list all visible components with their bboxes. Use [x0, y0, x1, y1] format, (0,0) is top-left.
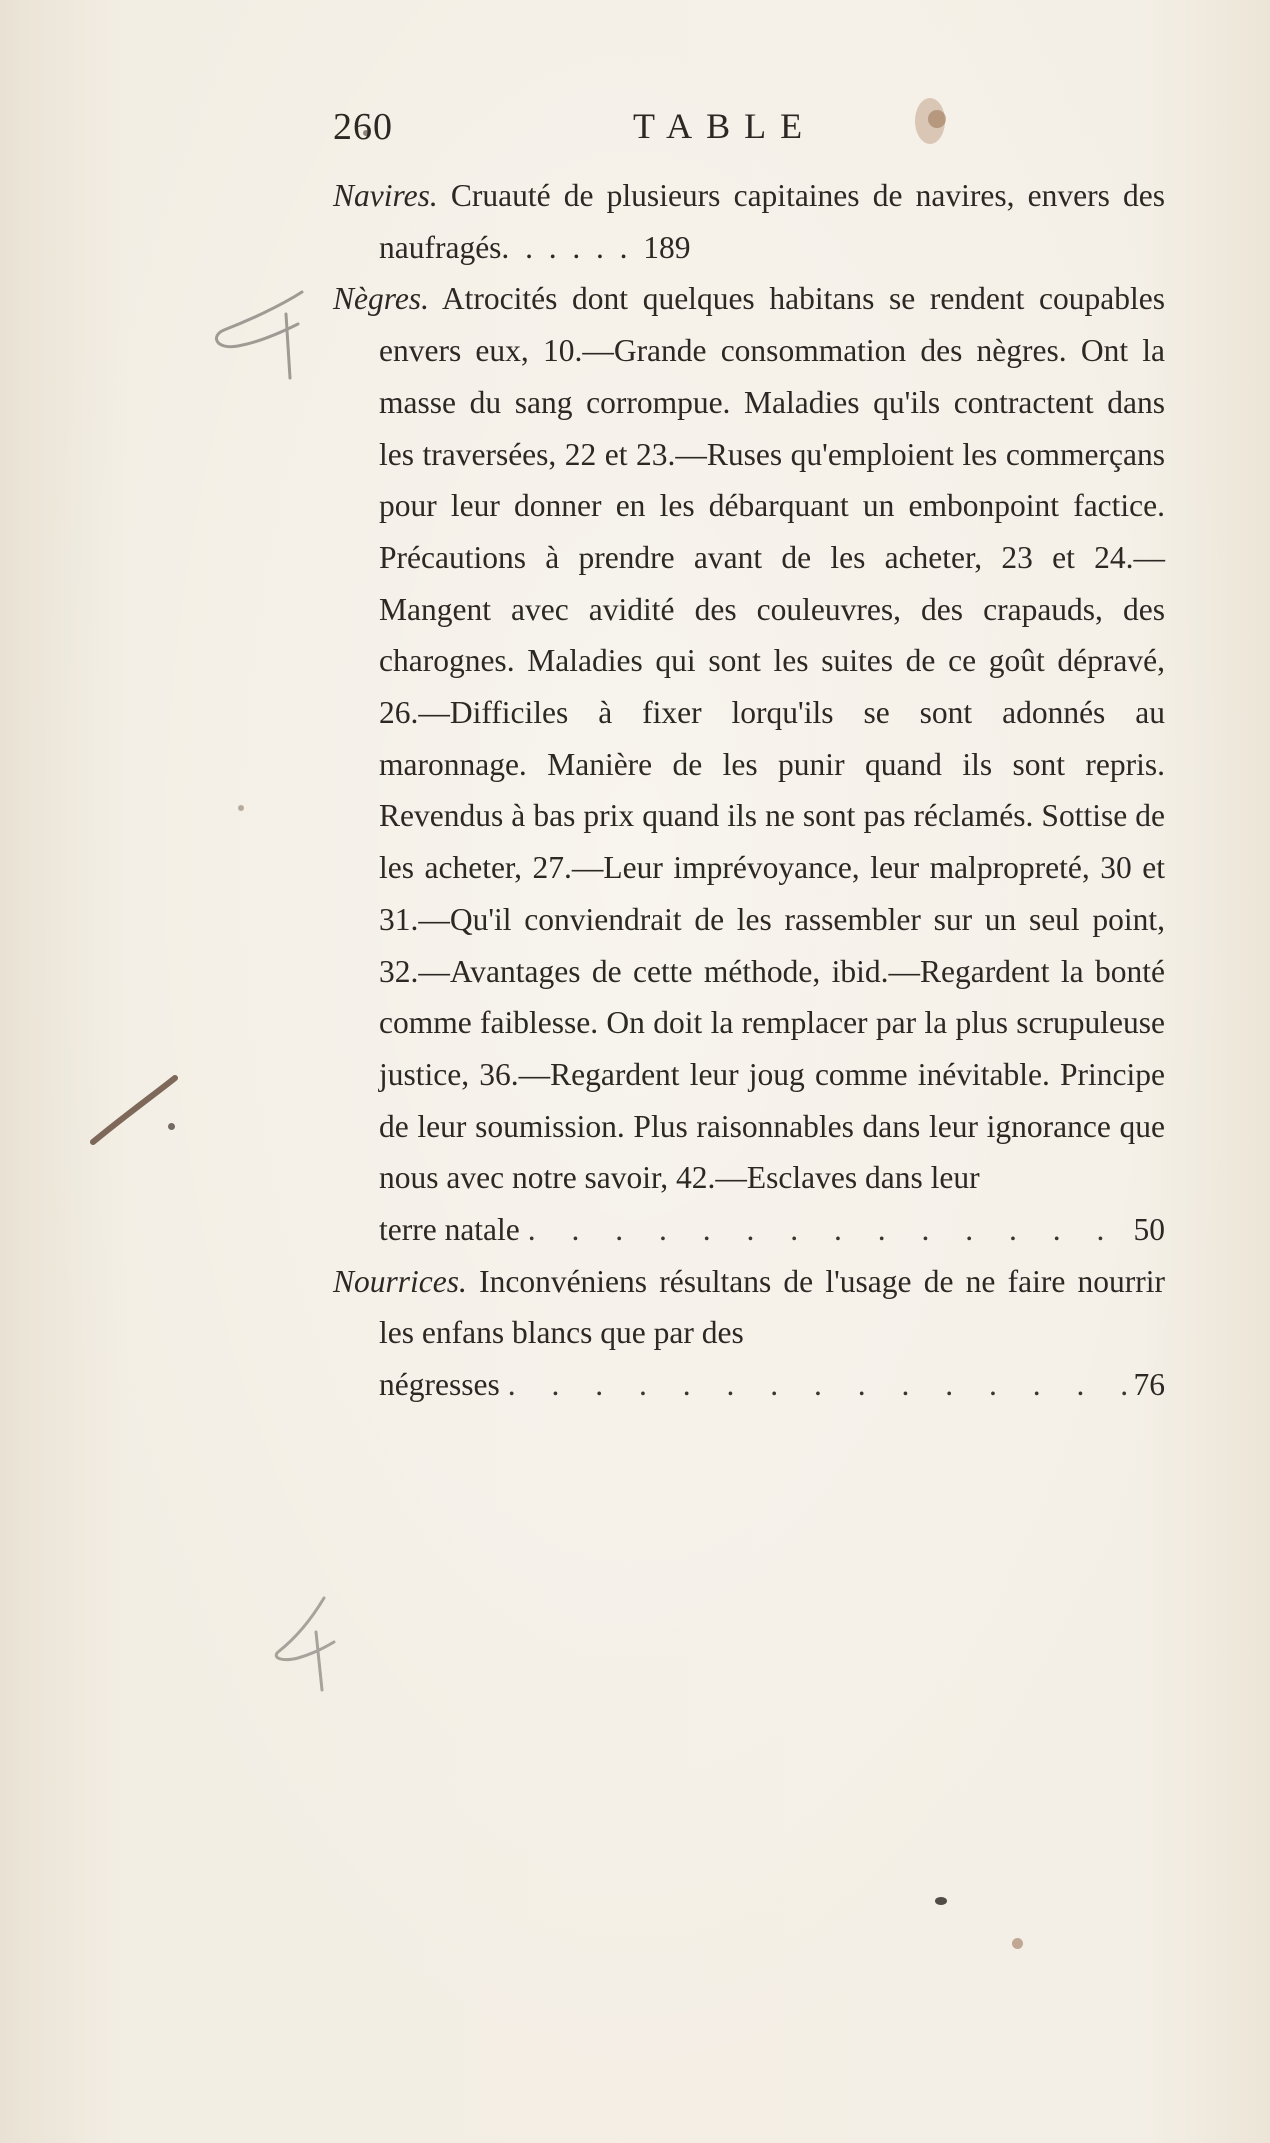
pencil-mark-icon	[190, 280, 330, 390]
dot-leader	[500, 1359, 1134, 1411]
page-ref: 50	[1133, 1212, 1165, 1248]
entry-last-line	[333, 1204, 1165, 1256]
paper-stain	[238, 805, 244, 811]
dot-leader	[520, 1204, 1134, 1256]
entry-term: Navires.	[333, 178, 438, 213]
index-entry-negres	[333, 273, 1165, 1204]
index-entries	[333, 170, 1165, 1411]
pencil-mark-icon	[268, 1590, 348, 1700]
running-head	[333, 105, 1213, 155]
entry-text: Inconvéniens résultans de l'usage de ne faire nourrir les enfans blancs que par des	[379, 1263, 1165, 1351]
index-entry-navires	[333, 170, 1165, 273]
page-number: 260	[333, 106, 393, 148]
page-title: TABLE	[633, 106, 817, 146]
paper-stain	[1012, 1938, 1023, 1949]
index-entry-nourrices	[333, 1256, 1165, 1359]
entry-last-text: terre natale	[379, 1212, 520, 1248]
entry-term: Nourrices.	[333, 1263, 467, 1299]
paper-stain	[935, 1897, 947, 1905]
page-ref: 76	[1133, 1367, 1165, 1403]
entry-term: Nègres.	[333, 281, 429, 317]
pencil-stroke-icon	[85, 1070, 185, 1150]
entry-text: Atrocités dont quelques habitans se rendent coupables envers eux, 10.—Grande consommation des nègres. Ont la masse du sang corrompue. Maladies qu'ils contractent dans les traversées, 22 et 23.—Ruses qu'emploient les commerçans pour leur donner en les débarquant un embonpoint factice. Précautions à prendre avant de les acheter, 23 et 24.—Mangent avec avidité des couleuvres, des crapauds, des charognes. Maladies qui sont les suites de ce goût dépravé, 26.—Difficiles à fixer lorqu'ils se sont adonnés au maronnage. Manière de les punir quand ils sont repris. Revendus à bas prix quand ils ne sont pas réclamés. Sottise de les acheter, 27.—Leur imprévoyance, leur malpropreté, 30 et 31.—Qu'il conviendrait de les rassembler sur un seul point, 32.—Avantages de cette méthode, ibid.—Regardent la bonté comme faiblesse. On doit la remplacer par la plus scrupuleuse justice, 36.—Regardent leur joug comme inévitable. Principe de leur soumission. Plus raisonnables dans leur ignorance que nous avec notre savoir, 42.—Esclaves dans leur	[379, 281, 1165, 1196]
entry-last-text: négresses	[379, 1367, 500, 1403]
entry-text: Cruauté de plusieurs capitaines de navires, envers des naufragés.	[379, 178, 1166, 265]
dot-leader: . . . . .	[517, 229, 644, 265]
page-ref: 189	[643, 229, 691, 265]
entry-last-line	[333, 1359, 1165, 1411]
